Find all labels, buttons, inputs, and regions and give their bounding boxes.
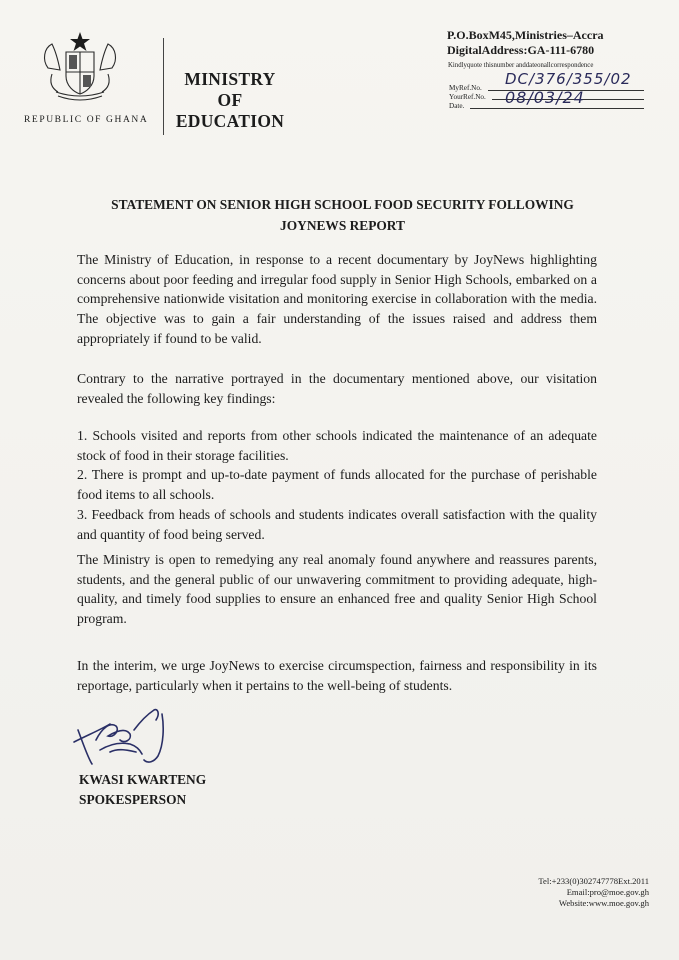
date-value: 08/03/24 — [505, 88, 585, 107]
statement-title — [60, 194, 625, 236]
header-divider — [163, 38, 164, 135]
ministry-name — [167, 69, 293, 132]
republic-of-ghana-label: REPUBLIC OF GHANA — [24, 115, 149, 125]
address-block — [447, 28, 657, 58]
date-label: Date. — [449, 102, 465, 110]
ministry-line-1: MINISTRY — [184, 69, 276, 89]
contrary-paragraph — [77, 369, 597, 408]
interim-text: In the interim, we urge JoyNews to exercise circumspection, fairness and responsibility in its reportage, particularly when it pertains to the well-being of students. — [77, 658, 597, 693]
signatory-block — [79, 770, 206, 810]
your-ref-label: YourRef.No. — [449, 93, 486, 101]
title-line-1: STATEMENT ON SENIOR HIGH SCHOOL FOOD SECURITY FOLLOWING — [111, 197, 574, 212]
ministry-line-3: EDUCATION — [175, 111, 285, 131]
footer-email: Email:pro@moe.gov.gh — [566, 887, 649, 897]
finding-item-2: 2. There is prompt and up-to-date payment of funds allocated for the purchase of perishable food items to all schools. — [77, 467, 597, 503]
ghana-coat-of-arms-icon — [38, 30, 122, 106]
signatory-role: SPOKESPERSON — [79, 792, 187, 807]
title-line-2: JOYNEWS REPORT — [280, 218, 405, 233]
ministry-line-2: OF — [217, 90, 243, 110]
contact-footer — [538, 876, 649, 909]
contrary-text: Contrary to the narrative portrayed in the documentary mentioned above, our visitation revealed the following key findings: — [77, 371, 597, 406]
digital-address: DigitalAddress:GA-111-6780 — [447, 43, 595, 57]
my-ref-label: MyRef.No. — [449, 84, 482, 92]
interim-paragraph — [77, 656, 597, 695]
footer-tel: Tel:+233(0)302747778Ext.2011 — [538, 876, 649, 886]
remedy-text: The Ministry is open to remedying any real anomaly found anywhere and reassures parents, students, and the general public of our unwavering commitment to providing adequate, high-quality, and timely food supplies to ensure an enhanced free and quality Senior High School program. — [77, 552, 597, 627]
po-box: P.O.BoxM45,Ministries–Accra — [447, 28, 604, 42]
intro-text: The Ministry of Education, in response to a recent documentary by JoyNews highlighting concerns about poor feeding and irregular food supply in Senior High Schools, embarked on a comprehensive nationwide visitation and monitoring exercise in collaboration with the media. The objective was to gain a fair understanding of the issues raised and address them appropriately if found to be valid. — [77, 252, 597, 346]
intro-paragraph — [77, 250, 597, 349]
finding-item-3: 3. Feedback from heads of schools and students indicates overall satisfaction with the quality and quantity of food being served. — [77, 506, 597, 542]
date-line — [470, 108, 644, 109]
my-ref-value: DC/376/355/02 — [505, 70, 632, 88]
finding-item-1: 1. Schools visited and reports from other schools indicated the maintenance of an adequate stock of food in their storage facilities. — [77, 428, 597, 463]
handwritten-signature-icon — [70, 700, 180, 770]
signatory-name: KWASI KWARTENG — [79, 772, 207, 787]
remedy-paragraph — [77, 550, 597, 629]
findings-list — [77, 426, 597, 544]
reference-note: Kindlyquote thisnumber anddateonallcorrespondence — [448, 62, 594, 69]
footer-website: Website:www.moe.gov.gh — [558, 898, 649, 908]
